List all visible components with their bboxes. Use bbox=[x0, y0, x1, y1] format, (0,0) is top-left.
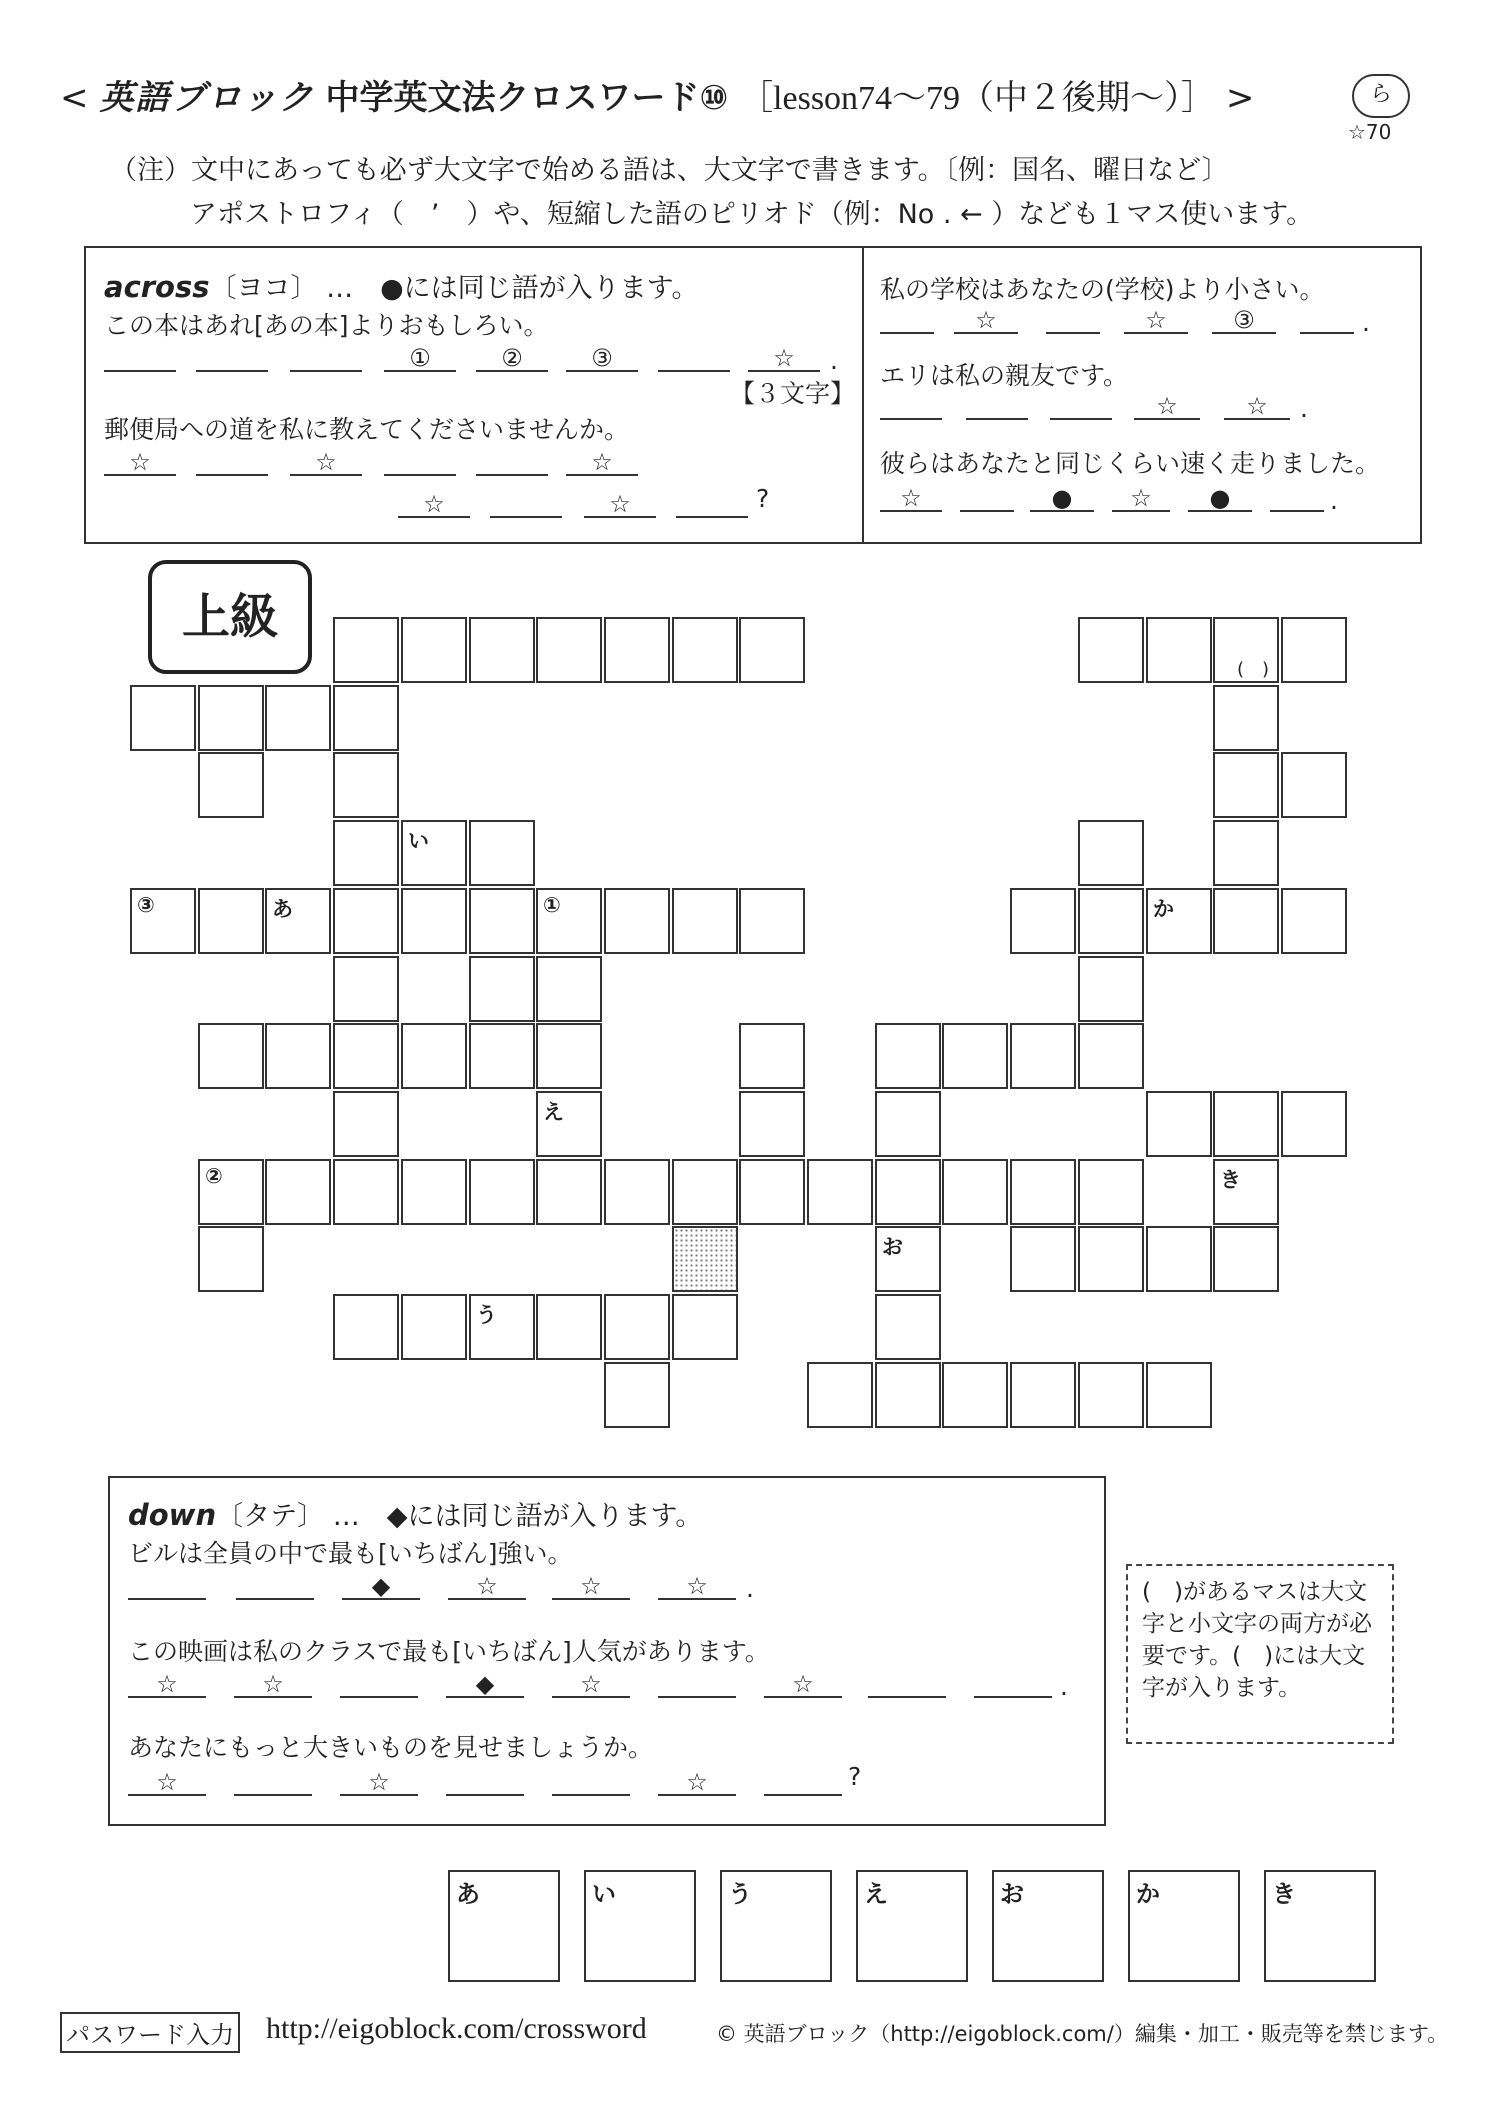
blank[interactable] bbox=[340, 1670, 418, 1698]
grid-cell[interactable] bbox=[1281, 1091, 1347, 1157]
crossword-url-link[interactable]: http://eigoblock.com/crossword bbox=[266, 2012, 647, 2045]
star-count: ☆70 bbox=[1348, 120, 1392, 144]
grid-cell[interactable] bbox=[401, 820, 467, 886]
grid-cell[interactable] bbox=[672, 1294, 738, 1360]
grid-cell[interactable] bbox=[198, 1023, 264, 1089]
grid-cell[interactable] bbox=[1213, 617, 1279, 683]
across-clue-5: 彼らはあなたと同じくらい速く走りました。 bbox=[880, 449, 1381, 478]
star-marker: ☆ bbox=[315, 448, 337, 476]
blank[interactable] bbox=[236, 1572, 314, 1600]
period: . bbox=[1060, 1672, 1068, 1701]
password-box[interactable] bbox=[448, 1870, 560, 1982]
period: . bbox=[1330, 486, 1338, 515]
dot-marker: ● bbox=[1209, 484, 1231, 512]
blank[interactable] bbox=[234, 1768, 312, 1796]
across-instruction: … ●には同じ語が入ります。 bbox=[326, 273, 699, 304]
question-mark: ? bbox=[756, 484, 770, 513]
grid-cell[interactable] bbox=[469, 820, 535, 886]
grid-cell[interactable] bbox=[672, 617, 738, 683]
grid-cell[interactable] bbox=[536, 1091, 602, 1157]
grid-cell[interactable] bbox=[333, 888, 399, 954]
star-marker: ☆ bbox=[580, 1572, 602, 1600]
grid-cell[interactable] bbox=[604, 1294, 670, 1360]
box-label: う bbox=[728, 1880, 752, 1908]
grid-cell[interactable] bbox=[469, 1023, 535, 1089]
cell-label: え bbox=[543, 1100, 564, 1124]
grid-cell[interactable] bbox=[401, 888, 467, 954]
grid-cell[interactable] bbox=[1213, 888, 1279, 954]
box-label: い bbox=[592, 1880, 616, 1908]
box-label: き bbox=[1272, 1880, 1296, 1908]
grid-cell[interactable] bbox=[1213, 685, 1279, 751]
grid-cell[interactable] bbox=[536, 1159, 602, 1225]
note-line-1: （注）文中にあっても必ず大文字で始める語は、大文字で書きます。〔例：国名、曜日など〕 bbox=[110, 155, 1229, 186]
star-marker: ☆ bbox=[686, 1572, 708, 1600]
grid-cell[interactable] bbox=[807, 1362, 873, 1428]
diamond-marker: ◆ bbox=[475, 1670, 495, 1698]
header-close-bracket: > bbox=[1225, 78, 1255, 118]
blank[interactable] bbox=[128, 1768, 206, 1796]
grid-cell[interactable] bbox=[1146, 1091, 1212, 1157]
box-label: え bbox=[864, 1880, 888, 1908]
grid-cell[interactable] bbox=[401, 1159, 467, 1225]
grid-cell[interactable] bbox=[265, 888, 331, 954]
grid-cell[interactable] bbox=[1078, 1226, 1144, 1292]
note-line-2: アポストロフィ（ ’ ）や、短縮した語のピリオド（例：No . ← ）なども１マス使います。 bbox=[190, 199, 1314, 230]
grid-cell[interactable] bbox=[333, 752, 399, 818]
star-marker: ☆ bbox=[1145, 306, 1167, 334]
grid-cell[interactable] bbox=[739, 1159, 805, 1225]
blank[interactable] bbox=[342, 1572, 420, 1600]
grid-cell[interactable] bbox=[333, 1159, 399, 1225]
blank[interactable] bbox=[446, 1670, 524, 1698]
grid-cell[interactable] bbox=[1146, 1226, 1212, 1292]
down-clue-1: ビルは全員の中で最も[いちばん]強い。 bbox=[128, 1539, 573, 1568]
grid-cell[interactable] bbox=[672, 1159, 738, 1225]
grid-cell[interactable] bbox=[1078, 1023, 1144, 1089]
brand-logo-text: 英語ブロック bbox=[99, 78, 315, 118]
password-entry-label: パスワード入力 bbox=[60, 2012, 240, 2053]
star-marker: ☆ bbox=[476, 1572, 498, 1600]
star-marker: ☆ bbox=[129, 448, 151, 476]
blank[interactable] bbox=[340, 1768, 418, 1796]
blank[interactable] bbox=[128, 1572, 206, 1600]
grid-cell[interactable] bbox=[604, 1362, 670, 1428]
star-marker: ☆ bbox=[156, 1670, 178, 1698]
grid-cell[interactable] bbox=[130, 888, 196, 954]
cell-label: い bbox=[408, 829, 429, 853]
star-marker: ☆ bbox=[423, 490, 445, 518]
grid-cell[interactable] bbox=[875, 1294, 941, 1360]
password-box[interactable] bbox=[992, 1870, 1104, 1982]
grid-cell[interactable] bbox=[604, 1159, 670, 1225]
box-label: あ bbox=[456, 1880, 480, 1908]
grid-cell[interactable] bbox=[739, 1023, 805, 1089]
blank[interactable] bbox=[658, 1768, 736, 1796]
cell-label: お bbox=[882, 1235, 903, 1259]
star-marker: ☆ bbox=[1130, 484, 1152, 512]
grid-cell[interactable] bbox=[1078, 956, 1144, 1022]
grid-cell[interactable] bbox=[942, 1159, 1008, 1225]
grid-cell[interactable] bbox=[198, 888, 264, 954]
grid-cell[interactable] bbox=[739, 1091, 805, 1157]
down-kana: 〔タテ〕 bbox=[216, 1501, 325, 1532]
grid-cell[interactable] bbox=[333, 1091, 399, 1157]
period: . bbox=[1300, 394, 1308, 423]
blank[interactable] bbox=[658, 1572, 736, 1600]
question-mark: ? bbox=[848, 1762, 862, 1791]
grid-cell[interactable] bbox=[536, 888, 602, 954]
star-marker: ☆ bbox=[1246, 392, 1268, 420]
grid-cell[interactable] bbox=[942, 1023, 1008, 1089]
grid-cell[interactable] bbox=[1010, 1023, 1076, 1089]
period: . bbox=[1362, 308, 1370, 337]
grid-cell[interactable] bbox=[604, 888, 670, 954]
cell-label: ③ bbox=[137, 893, 155, 917]
grid-cell[interactable] bbox=[265, 685, 331, 751]
grid-cell[interactable] bbox=[1213, 1226, 1279, 1292]
copyright-notice: © 英語ブロック（http://eigoblock.com/）編集・加工・販売等を禁じます。 bbox=[716, 2022, 1449, 2046]
blank[interactable] bbox=[868, 1670, 946, 1698]
blank[interactable] bbox=[974, 1670, 1052, 1698]
dot-marker: ● bbox=[1051, 484, 1073, 512]
blank[interactable] bbox=[448, 1572, 526, 1600]
across-clue-4: エリは私の親友です。 bbox=[880, 361, 1129, 390]
star-marker: ☆ bbox=[580, 1670, 602, 1698]
box-label: お bbox=[1000, 1880, 1024, 1908]
password-box[interactable] bbox=[1128, 1870, 1240, 1982]
grid-cell[interactable] bbox=[333, 685, 399, 751]
grid-cell[interactable] bbox=[672, 1226, 738, 1292]
down-clue-2: この映画は私のクラスで最も[いちばん]人気があります。 bbox=[128, 1637, 770, 1666]
grid-cell[interactable] bbox=[198, 752, 264, 818]
grid-cell[interactable] bbox=[1010, 1226, 1076, 1292]
grid-cell[interactable] bbox=[401, 1294, 467, 1360]
grid-cell[interactable] bbox=[265, 1023, 331, 1089]
grid-cell[interactable] bbox=[1010, 1362, 1076, 1428]
blank[interactable] bbox=[552, 1670, 630, 1698]
page-title: 中学英文法クロスワード⑩ bbox=[325, 78, 729, 118]
grid-cell[interactable] bbox=[469, 888, 535, 954]
header-open-bracket: < bbox=[60, 78, 89, 118]
grid-cell[interactable] bbox=[1146, 1362, 1212, 1428]
lesson-range: ［lesson74〜79（中２後期〜）］ bbox=[739, 80, 1216, 117]
grid-cell[interactable] bbox=[1281, 888, 1347, 954]
password-box[interactable] bbox=[1264, 1870, 1376, 1982]
blank[interactable] bbox=[234, 1670, 312, 1698]
grid-cell[interactable] bbox=[536, 1023, 602, 1089]
grid-cell[interactable] bbox=[1146, 888, 1212, 954]
grid-cell[interactable] bbox=[875, 1159, 941, 1225]
grid-cell[interactable] bbox=[739, 617, 805, 683]
grid-cell[interactable] bbox=[469, 956, 535, 1022]
blank[interactable] bbox=[764, 1768, 842, 1796]
star-marker: ☆ bbox=[900, 484, 922, 512]
grid-cell[interactable] bbox=[1281, 752, 1347, 818]
across-clue-1: この本はあれ[あの本]よりおもしろい。 bbox=[104, 311, 549, 340]
down-label: down bbox=[128, 1498, 217, 1532]
cell-label: う bbox=[476, 1303, 497, 1327]
blank[interactable] bbox=[764, 1670, 842, 1698]
grid-cell[interactable] bbox=[1078, 1159, 1144, 1225]
grid-cell[interactable] bbox=[1213, 752, 1279, 818]
password-box[interactable] bbox=[720, 1870, 832, 1982]
cell-label: き bbox=[1220, 1168, 1241, 1192]
down-heading bbox=[128, 1494, 702, 1533]
down-instruction: … ◆には同じ語が入ります。 bbox=[332, 1501, 703, 1532]
blank[interactable] bbox=[658, 1670, 736, 1698]
number-marker: ① bbox=[409, 344, 431, 372]
box-label: か bbox=[1136, 1880, 1160, 1908]
number-marker: ② bbox=[501, 344, 523, 372]
grid-cell[interactable] bbox=[875, 1226, 941, 1292]
blank[interactable] bbox=[552, 1768, 630, 1796]
capital-paren-marker: ( ) bbox=[1237, 659, 1270, 680]
across-kana: 〔ヨコ〕 bbox=[209, 273, 318, 304]
grid-cell[interactable] bbox=[875, 1023, 941, 1089]
grid-cell[interactable] bbox=[875, 1362, 941, 1428]
period: . bbox=[746, 1574, 754, 1603]
cell-label: ② bbox=[205, 1164, 223, 1188]
grid-cell[interactable] bbox=[1078, 1362, 1144, 1428]
star-marker: ☆ bbox=[792, 1670, 814, 1698]
grid-cell[interactable] bbox=[469, 1159, 535, 1225]
grid-cell[interactable] bbox=[942, 1362, 1008, 1428]
star-marker: ☆ bbox=[156, 1768, 178, 1796]
grid-cell[interactable] bbox=[739, 888, 805, 954]
period: . bbox=[830, 346, 838, 375]
grid-cell[interactable] bbox=[469, 1294, 535, 1360]
grid-cell[interactable] bbox=[198, 1226, 264, 1292]
blank[interactable] bbox=[446, 1768, 524, 1796]
grid-cell[interactable] bbox=[604, 617, 670, 683]
diamond-marker: ◆ bbox=[371, 1572, 391, 1600]
grid-cell[interactable] bbox=[333, 820, 399, 886]
star-marker: ☆ bbox=[591, 448, 613, 476]
star-marker: ☆ bbox=[773, 344, 795, 372]
grid-cell[interactable] bbox=[536, 617, 602, 683]
cell-label: か bbox=[1153, 897, 1174, 921]
star-marker: ☆ bbox=[1156, 392, 1178, 420]
grid-cell[interactable] bbox=[1078, 888, 1144, 954]
number-marker: ③ bbox=[591, 344, 613, 372]
password-box[interactable] bbox=[584, 1870, 696, 1982]
grid-cell[interactable] bbox=[1078, 617, 1144, 683]
grid-cell[interactable] bbox=[333, 956, 399, 1022]
grid-cell[interactable] bbox=[1213, 1091, 1279, 1157]
grid-cell[interactable] bbox=[1146, 617, 1212, 683]
grid-cell[interactable] bbox=[1010, 1159, 1076, 1225]
across-clue-3: 私の学校はあなたの(学校)より小さい。 bbox=[880, 275, 1325, 304]
grid-cell[interactable] bbox=[469, 617, 535, 683]
grid-cell[interactable] bbox=[333, 617, 399, 683]
grid-cell[interactable] bbox=[198, 685, 264, 751]
number-marker: ③ bbox=[1233, 306, 1255, 334]
cell-label: あ bbox=[272, 897, 293, 921]
password-box[interactable] bbox=[856, 1870, 968, 1982]
grid-cell[interactable] bbox=[1010, 888, 1076, 954]
grid-cell[interactable] bbox=[1213, 1159, 1279, 1225]
grid-cell[interactable] bbox=[198, 1159, 264, 1225]
grid-cell[interactable] bbox=[672, 888, 738, 954]
grid-cell[interactable] bbox=[401, 1023, 467, 1089]
across-clue-2: 郵便局への道を私に教えてくださいませんか。 bbox=[104, 415, 630, 444]
star-marker: ☆ bbox=[609, 490, 631, 518]
down-clue-3: あなたにもっと大きいものを見せましょうか。 bbox=[128, 1733, 654, 1762]
star-marker: ☆ bbox=[262, 1670, 284, 1698]
grid-cell[interactable] bbox=[401, 617, 467, 683]
blank[interactable] bbox=[128, 1670, 206, 1698]
grid-cell[interactable] bbox=[1078, 820, 1144, 886]
capital-letter-hint: ( )があるマスは大文字と小文字の両方が必要です。( )には大文字が入ります。 bbox=[1126, 1564, 1394, 1744]
grid-cell[interactable] bbox=[807, 1159, 873, 1225]
grid-cell[interactable] bbox=[130, 685, 196, 751]
mascot-icon: ら bbox=[1352, 74, 1410, 118]
grid-cell[interactable] bbox=[1281, 617, 1347, 683]
cell-label: ① bbox=[543, 893, 561, 917]
grid-cell[interactable] bbox=[333, 1294, 399, 1360]
grid-cell[interactable] bbox=[536, 1294, 602, 1360]
letter-count-note: 【３文字】 bbox=[730, 379, 856, 408]
grid-cell[interactable] bbox=[265, 1159, 331, 1225]
grid-cell[interactable] bbox=[536, 956, 602, 1022]
star-marker: ☆ bbox=[368, 1768, 390, 1796]
star-marker: ☆ bbox=[686, 1768, 708, 1796]
grid-cell[interactable] bbox=[875, 1091, 941, 1157]
star-marker: ☆ bbox=[975, 306, 997, 334]
grid-cell[interactable] bbox=[1213, 820, 1279, 886]
across-label: across bbox=[104, 270, 210, 304]
level-badge: 上級 bbox=[148, 560, 312, 674]
grid-cell[interactable] bbox=[333, 1023, 399, 1089]
blank[interactable] bbox=[552, 1572, 630, 1600]
